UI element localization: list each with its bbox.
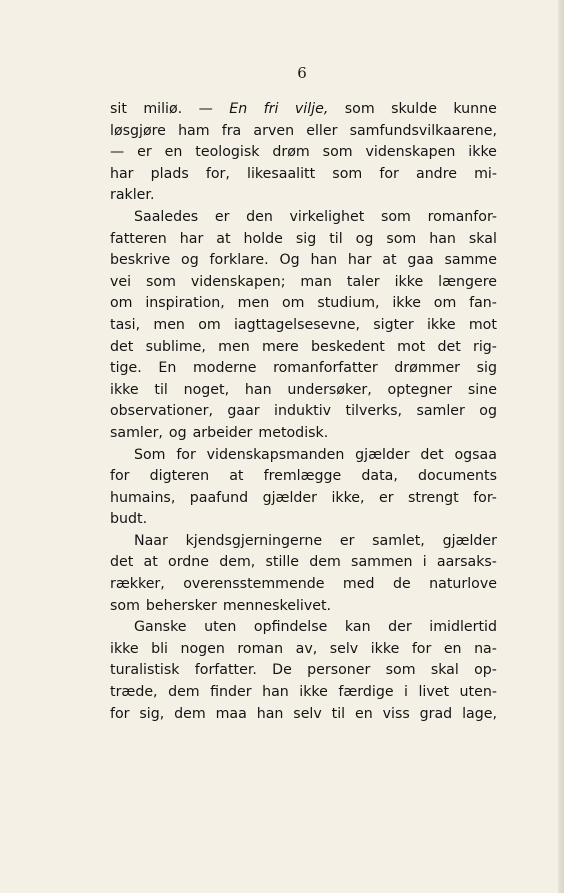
text-line: det sublime, men mere beskedent mot det rig- <box>110 338 497 355</box>
body-text <box>110 99 497 725</box>
text-line: om inspiration, men om studium, ikke om fan- <box>110 295 497 312</box>
page-number: 6 <box>297 64 307 82</box>
text-line: Saaledes er den virkelighet som romanfor- <box>134 208 497 225</box>
text-line: for digteren at fremlægge data, documents <box>110 468 497 485</box>
text-line: — er en teologisk drøm som videnskapen ikke <box>110 144 497 161</box>
text-line: tasi, men om iagttagelsesevne, sigter ikke mot <box>110 316 497 333</box>
text-line: har plads for, likesaalitt som for andre mi- <box>110 165 497 182</box>
text-line: træde, dem finder han ikke færdige i livet uten- <box>110 684 497 701</box>
text-line: samler, og arbeider metodisk. <box>110 424 329 441</box>
text-line: tige. En moderne romanforfatter drømmer sig <box>110 360 497 377</box>
text-line: budt. <box>110 511 148 528</box>
text-line: rækker, overensstemmende med de naturlove <box>110 576 497 593</box>
text-line: løsgjøre ham fra arven eller samfundsvilkaarene, <box>110 122 497 139</box>
text-line: det at ordne dem, stille dem sammen i aarsaks- <box>110 554 497 571</box>
text-line: som behersker menneskelivet. <box>110 597 332 614</box>
text-line: sit miliø. — En fri vilje, som skulde kunne <box>110 101 497 117</box>
text-line: observationer, gaar induktiv tilverks, samler og <box>110 403 497 420</box>
page-edge <box>558 0 564 893</box>
text-line: Naar kjendsgjerningerne er samlet, gjælder <box>134 532 497 549</box>
text-line: turalistisk forfatter. De personer som skal op- <box>110 662 497 679</box>
text-line: ikke til noget, han undersøker, optegner sine <box>110 381 497 398</box>
text-line: vei som videnskapen; man taler ikke længere <box>110 273 497 290</box>
text-line: rakler. <box>110 187 155 204</box>
text-line: for sig, dem maa han selv til en viss grad lage, <box>110 705 497 722</box>
text-line: ikke bli nogen roman av, selv ikke for en na- <box>110 640 497 657</box>
text-line: humains, paafund gjælder ikke, er strengt for- <box>110 489 497 506</box>
text-line: fatteren har at holde sig til og som han skal <box>110 230 497 247</box>
text-line: Som for videnskapsmanden gjælder det ogsaa <box>134 446 497 463</box>
text-line: Ganske uten opfindelse kan der imidlertid <box>134 619 497 636</box>
text-line: beskrive og forklare. Og han har at gaa samme <box>110 252 497 269</box>
